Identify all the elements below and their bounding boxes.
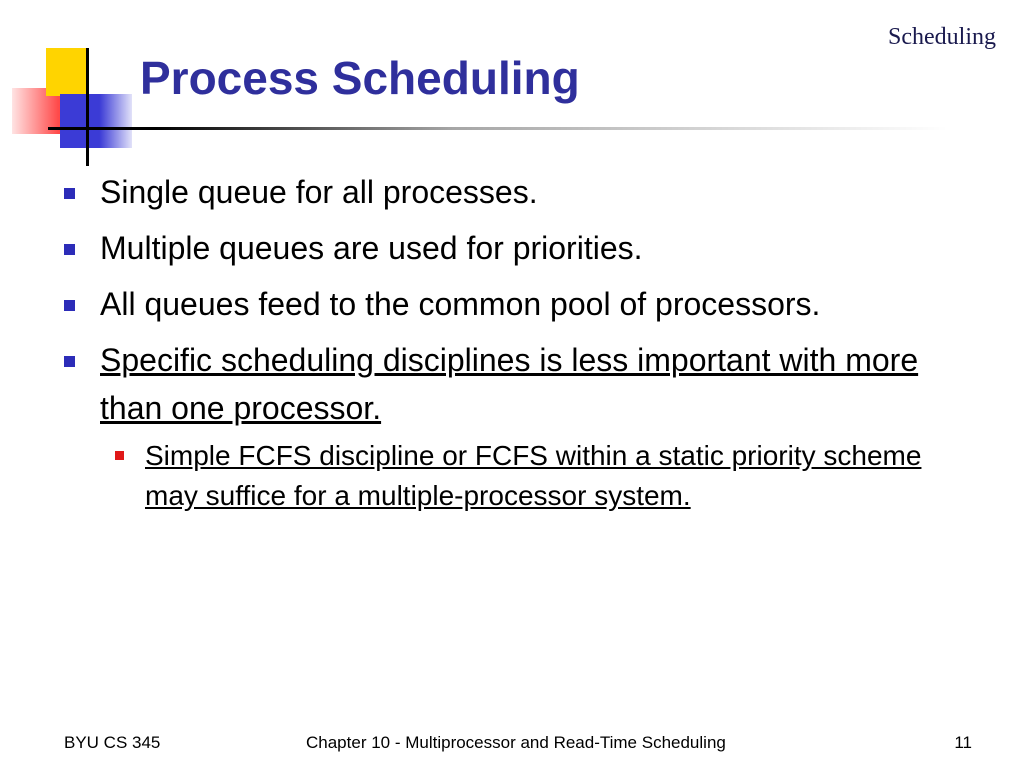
section-label: Scheduling [888,24,996,50]
bullet-item [64,336,964,516]
bullet-item [64,280,964,328]
square-bullet-icon [64,356,75,367]
bullet-text: Single queue for all processes. [100,174,538,210]
footer-chapter: Chapter 10 - Multiprocessor and Read-Time Scheduling [306,733,726,752]
decorative-yellow-block [46,48,86,96]
square-bullet-icon [64,244,75,255]
bullet-item [64,224,964,272]
sub-bullet-item [100,436,975,516]
bullet-text: Specific scheduling disciplines is less important with more than one processor. [100,342,919,426]
sub-bullet-list [100,436,964,516]
bullet-item [64,168,964,216]
red-square-bullet-icon [115,451,124,460]
bullet-list [64,168,964,524]
square-bullet-icon [64,300,75,311]
decorative-blue-block [60,94,132,148]
square-bullet-icon [64,188,75,199]
footer-course: BYU CS 345 [64,733,161,752]
bullet-text: All queues feed to the common pool of processors. [100,286,821,322]
decorative-vertical-line [86,48,89,166]
title-underline-rule [48,127,948,130]
sub-bullet-text: Simple FCFS discipline or FCFS within a static priority scheme may suffice for a multiple-processor system. [145,440,922,511]
slide-title: Process Scheduling [140,52,580,104]
bullet-text: Multiple queues are used for priorities. [100,230,643,266]
footer-page-number: 11 [954,733,972,752]
